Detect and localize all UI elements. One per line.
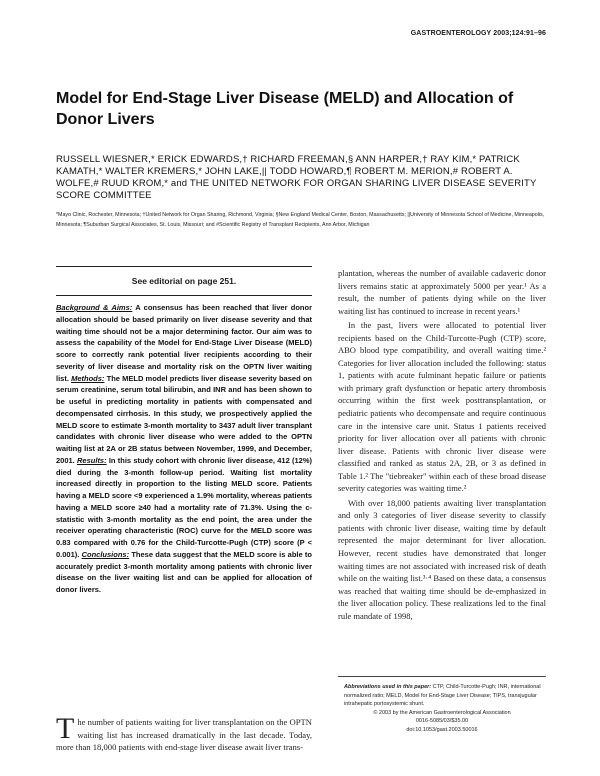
- doi-line: doi:10.1053/gast.2003.50016: [406, 726, 478, 733]
- body-paragraph: In the past, livers were allocated to potential liver recipients based on the Child-Turcotte-Pugh (CTP) score, ABO blood type compatibility, and overall waiting time.² Categories for liver allocation included the following: status 1, patients with acute fulminant hepatic failure or patients with primary graft dysfunction or hepatic artery thrombosis occurring within the first week posttransplantation, or pediatric patients who decompensate and require continuous care in the intensive care unit. Status 1 patients received priority for liver allocation over all patients with chronic liver disease. Patients with chronic liver disease were classified and ranked as status 2A, 2B, or 3 as defined in Table 1.² The "tiebreaker" within each of these broad disease severity categories was waiting time.²: [338, 320, 546, 494]
- body-paragraph: With over 18,000 patients awaiting liver transplantation and only 3 categories of liver disease severity to classify patients with chronic liver disease, waiting time by default represented the major determinant for liver allocation. However, recent studies have demonstrated that longer waiting times are not associated with increased risk of death while on the waiting list.³·⁴ Based on these data, a consensus was reached that waiting time should be de-emphasized in the liver allocation policy. These realizations led to the final rule mandate of 1998,: [338, 497, 546, 621]
- article-title: Model for End-Stage Liver Disease (MELD) and Allocation of Donor Livers: [56, 90, 514, 128]
- abstract-heading-methods: Methods:: [71, 373, 105, 383]
- intro-text: he number of patients waiting for liver transplantation on the OPTN waiting list has increased dramatically in the last decade. Today, more than 18,000 patients with end-stage liver disease await liver trans-: [56, 717, 312, 752]
- abstract-text-methods: The MELD model predicts liver disease severity based on serum creatinine, serum total bilirubin, and INR and has been shown to be useful in predicting mortality in patients with compensated and decompensated cirrhosis. In this study, we prospectively applied the MELD score to estimate 3-month mortality to 3437 adult liver transplant candidates with chronic liver disease who were added to the OPTN waiting list at 2A or 2B status between November, 1999, and December, 2001.: [56, 373, 312, 465]
- abstract-heading-conclusions: Conclusions:: [81, 549, 130, 559]
- drop-cap: T: [56, 712, 75, 745]
- journal-reference: GASTROENTEROLOGY 2003;124:91–96: [410, 30, 546, 37]
- editorial-note-text: See editorial on page 251.: [131, 276, 237, 286]
- abstract-heading-background: Background & Aims:: [56, 303, 133, 312]
- footnote-block: [338, 676, 546, 735]
- editorial-note: [56, 266, 312, 296]
- abbreviations-note: [344, 683, 546, 709]
- abbreviations-text: CTP, Child-Turcotte-Pugh; INR, international normalized ratio; MELD, Model for End-Stage Liver Disease; TIPS, transjugular intrahepatic portosystemic shunt.: [344, 684, 541, 708]
- abbreviations-label: Abbreviations used in this paper:: [344, 684, 432, 690]
- abstract-heading-results: Results:: [77, 455, 107, 465]
- abstract: [56, 302, 312, 596]
- abstract-text-conclusions: These data suggest that the MELD score is able to accurately predict 3-month mortality among patients with chronic liver disease on the liver waiting list and can be applied for allocation of donor livers.: [56, 549, 312, 594]
- body-column-right: [338, 267, 546, 622]
- intro-paragraph: [56, 712, 312, 754]
- abstract-text-background: A consensus has been reached that liver donor allocation should be based primarily on liver disease severity and that waiting time should not be a major determining factor. Our aim was to assess the capability of the Model for End-Stage Liver Disease (MELD) score to correctly rank potential liver recipients according to their severity of liver disease and mortality risk on the OPTN liver waiting list.: [56, 303, 313, 383]
- issn-line: 0016-5085/03/$35.00: [415, 718, 469, 725]
- body-paragraph: plantation, whereas the number of available cadaveric donor livers remains static at approximately 5000 per year.¹ As a result, the number of patients dying while on the liver waiting list has continued to increase in recent years.¹: [338, 268, 546, 316]
- copyright-line: © 2003 by the American Gastroenterological Association: [373, 709, 511, 716]
- abstract-text-results: In this study cohort with chronic liver disease, 412 (12%) died during the 3-month follow-up period. Waiting list mortality increased directly in proportion to the listing MELD score. Patients having a MELD score <9 experienced a 1.9% mortality, whereas patients having a MELD score ≥40 had a mortality rate of 71.3%. Using the c-statistic with 3-month mortality as the end point, the area under the receiver operating characteristic (ROC) curve for the MELD score was 0.83 compared with 0.76 for the Child-Turcotte-Pugh (CTP) score (P < 0.001).: [56, 455, 313, 559]
- affiliations: *Mayo Clinic, Rochester, Minnesota; †United Network for Organ Sharing, Richmond, Virginia; §New England Medical Center, Boston, Massachusetts; ||University of Minnesota School of Medicine, Minneapolis, Minnesota; ¶Suburban Surgical Associates, St. Louis, Missouri; and #Scientific Registry of Transplant Recipients, Ann Arbor, Michigan: [56, 212, 545, 228]
- author-list: RUSSELL WIESNER,* ERICK EDWARDS,† RICHARD FREEMAN,§ ANN HARPER,† RAY KIM,* PATRICK KAMATH,* WALTER KREMERS,* JOHN LAKE,|| TODD HOWARD,¶ ROBERT M. MERION,# ROBERT A. WOLFE,# RUUD KROM,* and THE UNITED NETWORK FOR ORGAN SHARING LIVER DISEASE SEVERITY SCORE COMMITTEE: [56, 154, 537, 201]
